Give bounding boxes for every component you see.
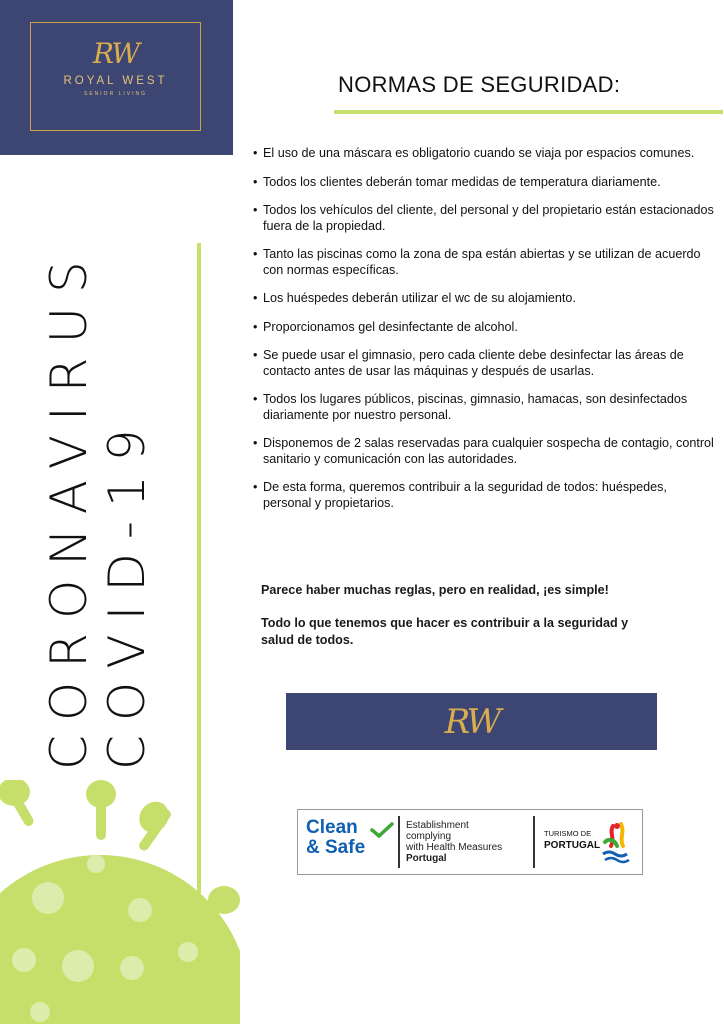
clean-safe-label (306, 818, 365, 858)
logo-name: ROYAL WEST (63, 75, 168, 87)
closing-line: Todo lo que tenemos que hacer es contribuir a la seguridad y salud de todos. (261, 616, 629, 647)
rules-list (253, 146, 715, 524)
royal-west-logo (0, 0, 233, 155)
logo-monogram: RW (92, 37, 139, 70)
turismo-portugal-icon (599, 820, 635, 866)
list-item: • Los huéspedes deberán utilizar el wc de su alojamiento. (253, 291, 576, 305)
list-item: • Disponemos de 2 salas reservadas para cualquier sospecha de contagio, control sanitario y comunicación con las autoridades. (253, 436, 714, 466)
badge-separator (533, 816, 535, 868)
logo-subtitle: SENIOR LIVING (84, 91, 147, 97)
check-icon (370, 822, 394, 838)
closing-text (261, 582, 661, 665)
list-item: • Proporcionamos gel desinfectante de alcohol. (253, 319, 518, 334)
list-item: • El uso de una máscara es obligatorio cuando se viaja por espacios comunes. (253, 146, 695, 160)
list-item: • Todos los vehículos del cliente, del personal y del propietario están estacionados fuera de la propiedad. (253, 203, 714, 233)
banner-monogram: RW (444, 701, 499, 742)
vertical-title (40, 230, 160, 770)
logo-frame (30, 22, 201, 131)
vertical-title-line2: COVID-19 (98, 415, 156, 770)
title-underline (334, 110, 723, 114)
list-item: • De esta forma, queremos contribuir a la seguridad de todos: huéspedes, personal y propietarios. (253, 480, 667, 510)
closing-line: Parece haber muchas reglas, pero en realidad, ¡es simple! (261, 583, 609, 597)
list-item: • Todos los clientes deberán tomar medidas de temperatura diariamente. (253, 174, 661, 189)
establishment-text: Establishment complying with Health Measures Portugal (406, 820, 503, 864)
rw-banner (286, 693, 657, 750)
safe-text: & Safe (306, 837, 366, 858)
virus-illustration (0, 780, 240, 1024)
list-item: • Tanto las piscinas como la zona de spa están abiertas y se utilizan de acuerdo con normas específicas. (253, 247, 701, 277)
page-title: NORMAS DE SEGURIDAD: (338, 72, 621, 97)
clean-safe-badge (297, 809, 643, 875)
turismo-portugal-text: TURISMO DE PORTUGAL (544, 829, 601, 851)
vertical-title-line1: CORONAVIRUS (40, 247, 98, 770)
clean-text: Clean (306, 817, 358, 838)
badge-separator (398, 816, 400, 868)
list-item: • Todos los lugares públicos, piscinas, gimnasio, hamacas, son desinfectados diariamente por nuestro personal. (253, 392, 688, 422)
list-item: • Se puede usar el gimnasio, pero cada cliente debe desinfectar las áreas de contacto antes de usar las máquinas y después de usarlas. (253, 348, 684, 378)
